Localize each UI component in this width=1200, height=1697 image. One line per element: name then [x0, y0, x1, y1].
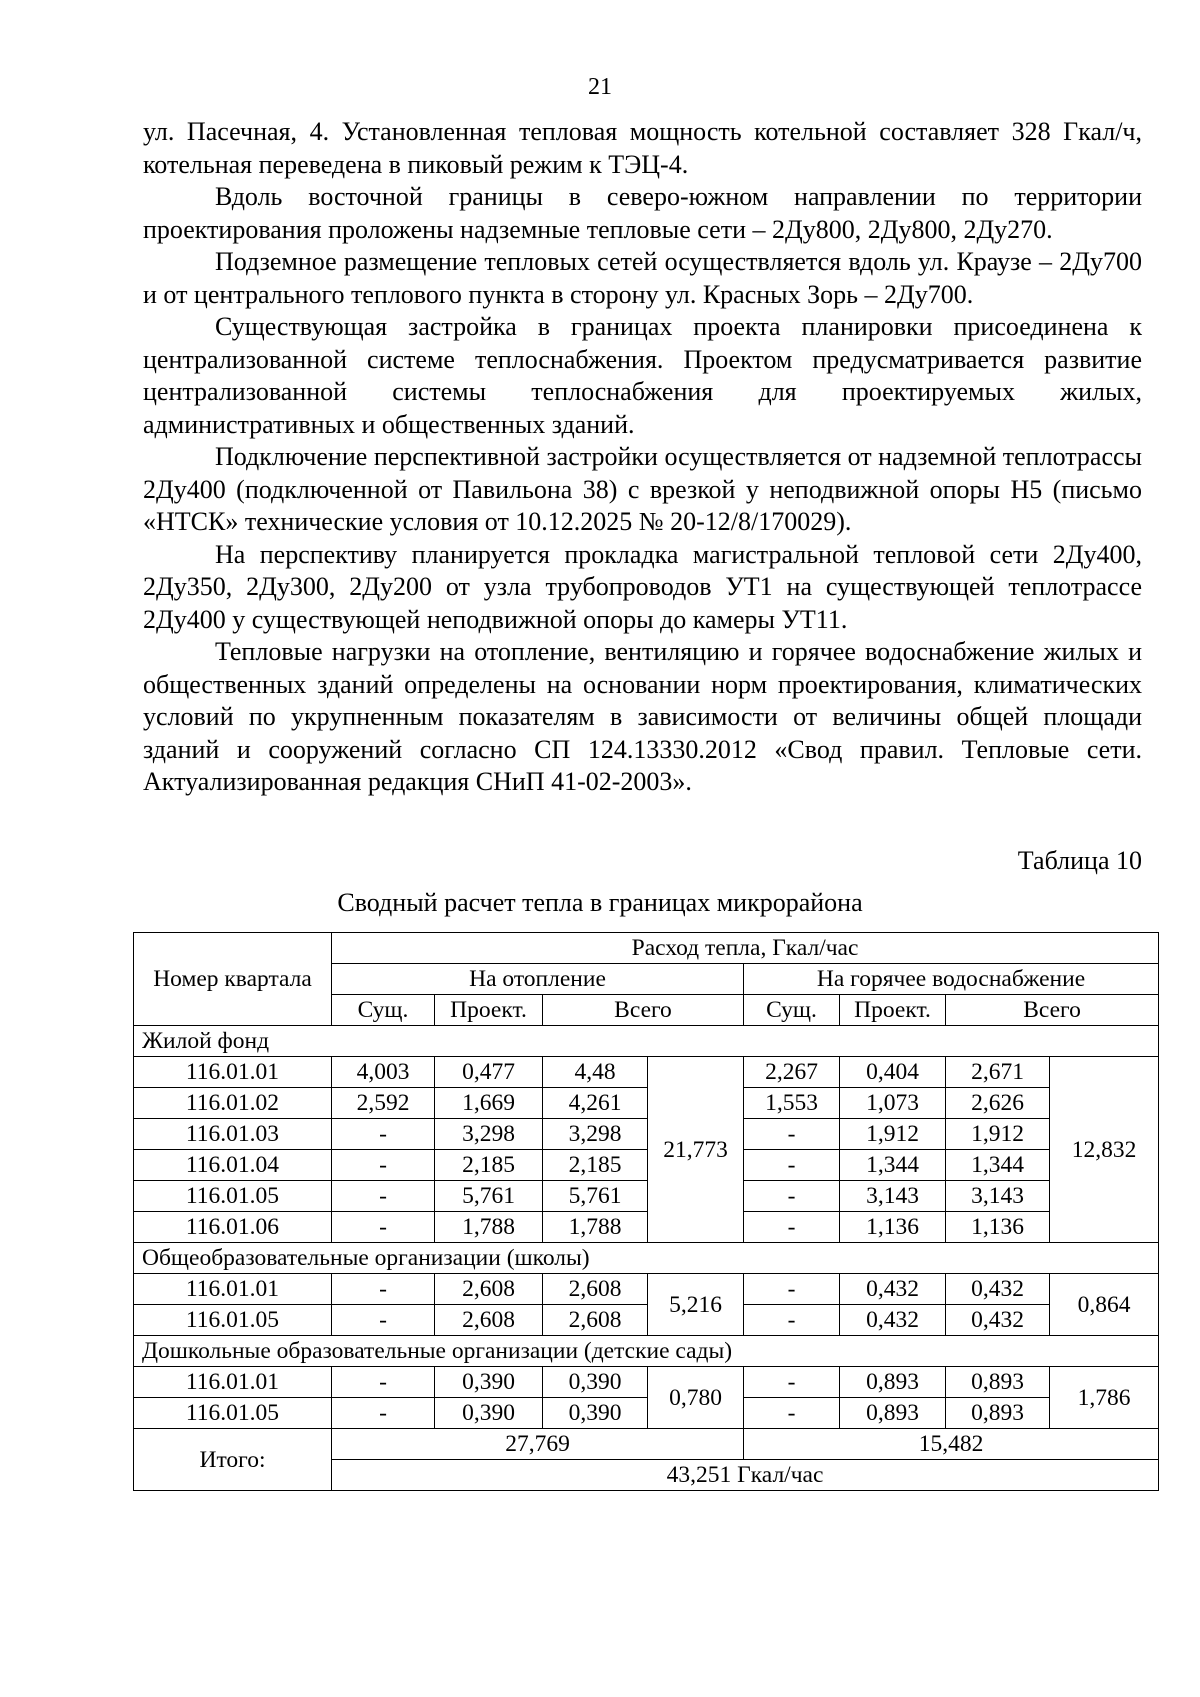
header-heating-existing: Сущ. [332, 995, 435, 1026]
heating-existing-cell: 4,003 [332, 1057, 435, 1088]
heating-section-total: 21,773 [648, 1057, 744, 1243]
water-sum-cell: 3,143 [946, 1181, 1050, 1212]
quarter-cell: 116.01.02 [134, 1088, 332, 1119]
heating-sum-cell: 2,608 [543, 1274, 648, 1305]
table-row [134, 1057, 1159, 1088]
heating-existing-cell: - [332, 1305, 435, 1336]
heating-sum-cell: 2,608 [543, 1305, 648, 1336]
quarter-cell: 116.01.05 [134, 1305, 332, 1336]
body-text [143, 116, 1142, 799]
paragraph: ул. Пасечная, 4. Установленная тепловая мощность котельной составляет 328 Гкал/ч, котельная переведена в пиковый режим к ТЭЦ-4. [143, 117, 1142, 179]
totals-label: Итого: [134, 1429, 332, 1491]
heating-project-cell: 0,477 [435, 1057, 543, 1088]
page-number: 21 [588, 74, 612, 100]
water-existing-cell: - [744, 1181, 840, 1212]
heating-sum-cell: 2,185 [543, 1150, 648, 1181]
header-heating-total: Всего [543, 995, 744, 1026]
water-project-cell: 0,404 [840, 1057, 946, 1088]
table-row [134, 1398, 1159, 1429]
water-existing-cell: 2,267 [744, 1057, 840, 1088]
water-existing-cell: - [744, 1367, 840, 1398]
water-project-cell: 0,893 [840, 1367, 946, 1398]
heating-sum-cell: 3,298 [543, 1119, 648, 1150]
heating-existing-cell: - [332, 1212, 435, 1243]
water-existing-cell: - [744, 1398, 840, 1429]
quarter-cell: 116.01.03 [134, 1119, 332, 1150]
heating-sum-cell: 4,261 [543, 1088, 648, 1119]
table-row [134, 1150, 1159, 1181]
water-section-total: 12,832 [1050, 1057, 1159, 1243]
quarter-cell: 116.01.04 [134, 1150, 332, 1181]
water-project-cell: 0,432 [840, 1305, 946, 1336]
quarter-cell: 116.01.01 [134, 1274, 332, 1305]
section-row [134, 1243, 1159, 1274]
section-row [134, 1336, 1159, 1367]
header-water-existing: Сущ. [744, 995, 840, 1026]
table-row [134, 1274, 1159, 1305]
water-project-cell: 3,143 [840, 1181, 946, 1212]
water-existing-cell: - [744, 1305, 840, 1336]
heating-existing-cell: - [332, 1274, 435, 1305]
table-row [134, 1305, 1159, 1336]
section-row [134, 1026, 1159, 1057]
header-hot-water: На горячее водоснабжение [744, 964, 1159, 995]
heating-existing-cell: 2,592 [332, 1088, 435, 1119]
water-sum-cell: 0,893 [946, 1367, 1050, 1398]
paragraph: На перспективу планируется прокладка магистральной тепловой сети 2Ду400, 2Ду350, 2Ду300, 2Ду200 от узла трубопроводов УТ1 на существующей теплотрассе 2Ду400 у существующей неподвижной опоры до камеры УТ11. [143, 539, 1142, 634]
heating-section-total: 0,780 [648, 1367, 744, 1429]
quarter-cell: 116.01.01 [134, 1367, 332, 1398]
totals-row [134, 1429, 1159, 1460]
heating-project-cell: 2,608 [435, 1305, 543, 1336]
totals-heating: 27,769 [332, 1429, 744, 1460]
paragraph: Тепловые нагрузки на отопление, вентиляцию и горячее водоснабжение жилых и общественных зданий определены на основании норм проектирования, климатических условий по укрупненным показателям в зависимости от величины общей площади зданий и сооружений согласно СП 124.13330.2012 «Свод правил. Тепловые сети. Актуализированная редакция СНиП 41-02-2003». [143, 637, 1142, 796]
water-sum-cell: 0,893 [946, 1398, 1050, 1429]
heating-project-cell: 1,669 [435, 1088, 543, 1119]
heating-existing-cell: - [332, 1181, 435, 1212]
table-title: Сводный расчет тепла в границах микрорайона [337, 888, 863, 917]
heating-existing-cell: - [332, 1150, 435, 1181]
water-project-cell: 1,136 [840, 1212, 946, 1243]
table-row [134, 1181, 1159, 1212]
section-title: Общеобразовательные организации (школы) [134, 1243, 1159, 1274]
heating-project-cell: 5,761 [435, 1181, 543, 1212]
header-consumption: Расход тепла, Гкал/час [332, 933, 1159, 964]
water-sum-cell: 1,136 [946, 1212, 1050, 1243]
heating-project-cell: 2,608 [435, 1274, 543, 1305]
header-quarter: Номер квартала [134, 933, 332, 1026]
heating-section-total: 5,216 [648, 1274, 744, 1336]
header-row [134, 933, 1159, 964]
section-title: Дошкольные образовательные организации (детские сады) [134, 1336, 1159, 1367]
water-section-total: 1,786 [1050, 1367, 1159, 1429]
heating-existing-cell: - [332, 1398, 435, 1429]
table-label: Таблица 10 [1017, 846, 1142, 875]
heating-existing-cell: - [332, 1367, 435, 1398]
water-existing-cell: - [744, 1274, 840, 1305]
water-sum-cell: 2,626 [946, 1088, 1050, 1119]
paragraph: Вдоль восточной границы в северо-южном направлении по территории проектирования проложены надземные тепловые сети – 2Ду800, 2Ду800, 2Ду270. [143, 182, 1142, 244]
table-row [134, 1119, 1159, 1150]
water-existing-cell: 1,553 [744, 1088, 840, 1119]
heating-sum-cell: 0,390 [543, 1367, 648, 1398]
section-title: Жилой фонд [134, 1026, 1159, 1057]
quarter-cell: 116.01.01 [134, 1057, 332, 1088]
heating-sum-cell: 4,48 [543, 1057, 648, 1088]
heating-existing-cell: - [332, 1119, 435, 1150]
table-row [134, 1212, 1159, 1243]
paragraph: Подключение перспективной застройки осуществляется от надземной теплотрассы 2Ду400 (подключенной от Павильона 38) с врезкой у неподвижной опоры Н5 (письмо «НТСК» технические условия от 10.12.2025 № 20-12/8/170029). [143, 442, 1142, 536]
water-project-cell: 1,912 [840, 1119, 946, 1150]
water-existing-cell: - [744, 1212, 840, 1243]
water-section-total: 0,864 [1050, 1274, 1159, 1336]
paragraph: Существующая застройка в границах проекта планировки присоединена к централизованной системе теплоснабжения. Проектом предусматривается развитие централизованной системы теплоснабжения для проектируемых жилых, административных и общественных зданий. [143, 312, 1142, 439]
water-sum-cell: 0,432 [946, 1274, 1050, 1305]
heating-sum-cell: 1,788 [543, 1212, 648, 1243]
header-heating-project: Проект. [435, 995, 543, 1026]
header-water-project: Проект. [840, 995, 946, 1026]
heating-sum-cell: 0,390 [543, 1398, 648, 1429]
water-sum-cell: 1,912 [946, 1119, 1050, 1150]
heat-table [133, 932, 1159, 1491]
header-water-total: Всего [946, 995, 1159, 1026]
heating-sum-cell: 5,761 [543, 1181, 648, 1212]
quarter-cell: 116.01.05 [134, 1398, 332, 1429]
table-row [134, 1367, 1159, 1398]
water-project-cell: 0,432 [840, 1274, 946, 1305]
header-heating: На отопление [332, 964, 744, 995]
water-project-cell: 1,073 [840, 1088, 946, 1119]
heating-project-cell: 2,185 [435, 1150, 543, 1181]
water-sum-cell: 1,344 [946, 1150, 1050, 1181]
water-existing-cell: - [744, 1119, 840, 1150]
quarter-cell: 116.01.05 [134, 1181, 332, 1212]
water-project-cell: 0,893 [840, 1398, 946, 1429]
heating-project-cell: 0,390 [435, 1398, 543, 1429]
heating-project-cell: 0,390 [435, 1367, 543, 1398]
water-sum-cell: 0,432 [946, 1305, 1050, 1336]
quarter-cell: 116.01.06 [134, 1212, 332, 1243]
water-existing-cell: - [744, 1150, 840, 1181]
heating-project-cell: 3,298 [435, 1119, 543, 1150]
water-project-cell: 1,344 [840, 1150, 946, 1181]
paragraph: Подземное размещение тепловых сетей осуществляется вдоль ул. Краузе – 2Ду700 и от центрального теплового пункта в сторону ул. Красных Зорь – 2Ду700. [143, 247, 1142, 309]
water-sum-cell: 2,671 [946, 1057, 1050, 1088]
grand-total: 43,251 Гкал/час [332, 1460, 1159, 1491]
totals-hot-water: 15,482 [744, 1429, 1159, 1460]
heating-project-cell: 1,788 [435, 1212, 543, 1243]
table-row [134, 1088, 1159, 1119]
